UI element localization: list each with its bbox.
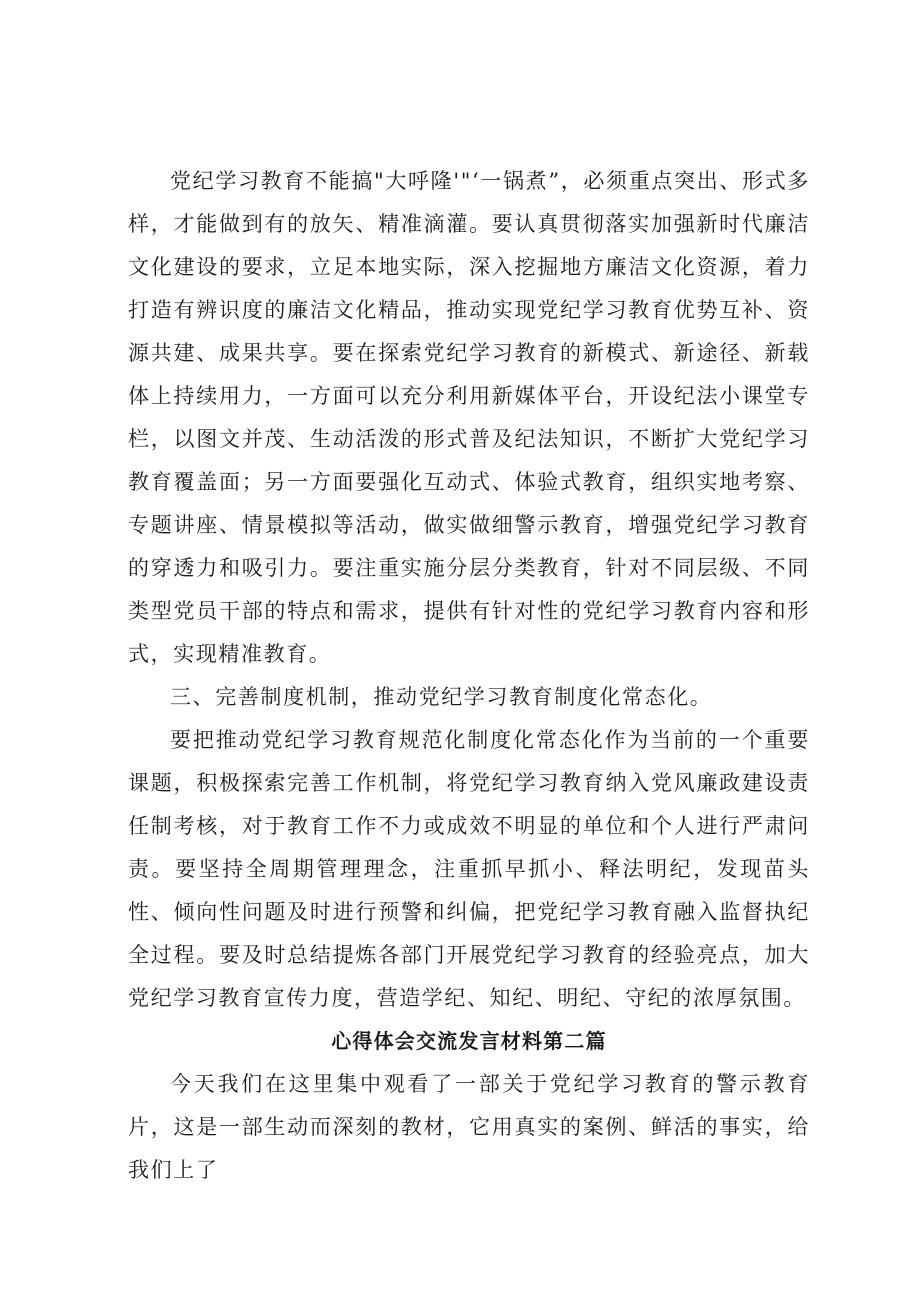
section-3-heading: 三、完善制度机制，推动党纪学习教育制度化常态化。 bbox=[170, 685, 713, 709]
article-title: 心得体会交流发言材料第二篇 bbox=[331, 1029, 607, 1053]
paragraph-3: 今天我们在这里集中观看了一部关于党纪学习教育的警示教育片，这是一部生动而深刻的教材，它用真实的案例、鲜活的事实，给我们上了 bbox=[128, 1072, 810, 1182]
paragraph-2: 要把推动党纪学习教育规范化制度化常态化作为当前的一个重要课题，积极探索完善工作机制，将党纪学习教育纳入党风廉政建设责任制考核，对于教育工作不力或成效不明显的单位和个人进行严肃问责。要坚持全周期管理理念，注重抓早抓小、释法明纪，发现苗头性、倾向性问题及时进行预警和纠偏，把党纪学习教育融入监督执纪全过程。要及时总结提炼各部门开展党纪学习教育的经验亮点，加大党纪学习教育宣传力度，营造学纪、知纪、明纪、守纪的浓厚氛围。 bbox=[128, 728, 810, 1010]
document-body bbox=[128, 160, 810, 1192]
paragraph-1: 党纪学习教育不能搞"大呼隆'"‘一锅煮”，必须重点突出、形式多样，才能做到有的放矢、精准滴灌。要认真贯彻落实加强新时代廉洁文化建设的要求，立足本地实际，深入挖掘地方廉洁文化资源，着力打造有辨识度的廉洁文化精品，推动实现党纪学习教育优势互补、资源共建、成果共享。要在探索党纪学习教育的新模式、新途径、新载体上持续用力，一方面可以充分利用新媒体平台，开设纪法小课堂专栏，以图文并茂、生动活泼的形式普及纪法知识，不断扩大党纪学习教育覆盖面；另一方面要强化互动式、体验式教育，组织实地考察、专题讲座、情景模拟等活动，做实做细警示教育，增强党纪学习教育的穿透力和吸引力。要注重实施分层分类教育，针对不同层级、不同类型党员干部的特点和需求，提供有针对性的党纪学习教育内容和形式，实现精准教育。 bbox=[128, 169, 810, 666]
